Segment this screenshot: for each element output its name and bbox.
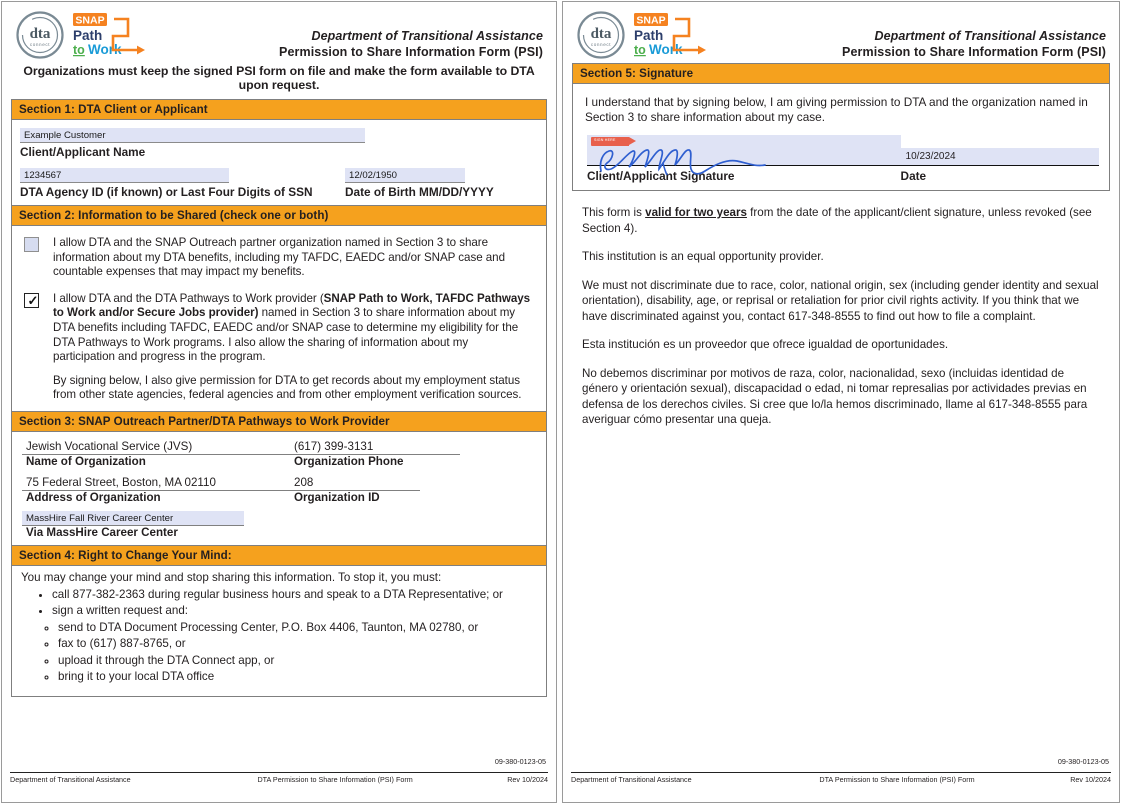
checkbox-snap-outreach[interactable]	[24, 237, 39, 252]
snap-path-to-work-logo	[633, 12, 711, 59]
svg-text:connect: connect	[29, 42, 51, 47]
notice-nondiscrimination-en: We must not discriminate due to race, color, national origin, sex (including gender identity and sexual orientation), disability, age, or reprisal or retaliation for prior civil rights activity. If you think that we have discriminated against you, contact 617-348-8555 to find out how to file a complaint.	[582, 278, 1099, 323]
page-1-footer-title: DTA Permission to Share Information (PSI) Form	[257, 775, 413, 784]
org-name-label: Name of Organization	[26, 454, 146, 468]
notice-equal-opportunity-es: Esta institución es un proveedor que ofrece igualdad de oportunidades.	[582, 338, 949, 351]
logo-group-2	[572, 10, 711, 60]
svg-text:Path: Path	[634, 27, 664, 43]
notice-equal-opportunity-en: This institution is an equal opportunity provider.	[582, 250, 824, 263]
org-address-label: Address of Organization	[26, 490, 161, 504]
sub-bullet-mail: ◦ send to DTA Document Processing Center, P.O. Box 4406, Taunton, MA 02780, or	[58, 620, 538, 637]
agency-id-input[interactable]: 1234567	[20, 168, 229, 183]
section-4-bullets	[38, 587, 538, 620]
svg-text:SNAP: SNAP	[636, 13, 666, 26]
client-name-input[interactable]: Example Customer	[20, 128, 365, 143]
dob-input[interactable]: 12/02/1950	[345, 168, 465, 183]
svg-text:SNAP: SNAP	[75, 13, 105, 26]
page-2-footer-title: DTA Permission to Share Information (PSI) Form	[819, 775, 975, 784]
consent-closing-text: By signing below, I also give permission for DTA to get records about my employment status from other state agencies, federal agencies and from other employment verification sources.	[53, 373, 522, 402]
bullet-call-dta: • call 877-382-2363 during regular business hours and speak to a DTA Representative; or	[52, 587, 538, 604]
form-title: Permission to Share Information Form (PSI)	[842, 45, 1106, 59]
org-id-input[interactable]: 208	[290, 475, 420, 491]
section-5	[572, 63, 1110, 191]
signature-label: Client/Applicant Signature	[587, 169, 735, 183]
page-2	[562, 1, 1120, 803]
date-label: Date	[900, 169, 927, 183]
svg-text:dta: dta	[590, 26, 612, 42]
consent-text-2-bold: SNAP Path to Work, TAFDC Pathways to Work and/or Secure Jobs provider)	[53, 291, 531, 320]
svg-text:Work: Work	[649, 41, 683, 57]
section-3-header: Section 3: SNAP Outreach Partner/DTA Pathways to Work Provider	[12, 412, 546, 432]
agency-name: Department of Transitional Assistance	[874, 29, 1106, 43]
org-id-label: Organization ID	[294, 490, 380, 504]
section-1-header: Section 1: DTA Client or Applicant	[12, 100, 546, 120]
career-center-label: Via MassHire Career Center	[26, 525, 178, 539]
page-1-footer-agency: Department of Transitional Assistance	[10, 775, 131, 784]
org-address-input[interactable]: 75 Federal Street, Boston, MA 02110	[22, 475, 290, 491]
notice-validity-underline: valid for two years	[645, 206, 747, 219]
page-2-footer-rev: Rev 10/2024	[1070, 775, 1111, 784]
section-3	[11, 412, 547, 546]
consent-text-2-part1: I allow DTA and the DTA Pathways to Work provider (	[53, 291, 324, 305]
consent-text-1: I allow DTA and the SNAP Outreach partner organization named in Section 3 to share information about my DTA benefits, including my TAFDC, EAEDC and/or SNAP case and countable expenses that may impact my benefits.	[53, 236, 505, 279]
section-4-intro: You may change your mind and stop sharing this information. To stop it, you must:	[21, 570, 442, 584]
org-phone-label: Organization Phone	[294, 454, 404, 468]
sub-bullet-fax: ◦ fax to (617) 887-8765, or	[58, 636, 538, 653]
organizations-notice: Organizations must keep the signed PSI form on file and make the form available to DTA upon request.	[23, 64, 535, 92]
signature-statement: I understand that by signing below, I am giving permission to DTA and the organization named in Section 3 to share information about my case.	[585, 95, 1088, 124]
career-center-input[interactable]: MassHire Fall River Career Center	[22, 511, 244, 526]
date-field-group	[901, 135, 1099, 183]
legal-notices	[572, 205, 1110, 428]
sub-bullet-in-person: ◦ bring it to your local DTA office	[58, 669, 538, 686]
notice-validity	[582, 205, 1100, 236]
check-mark-icon: ✓	[27, 292, 39, 308]
section-2	[11, 206, 547, 412]
svg-text:Work: Work	[88, 41, 122, 57]
page-1-header	[11, 10, 547, 60]
svg-text:Path: Path	[73, 27, 103, 43]
org-name-input[interactable]: Jewish Vocational Service (JVS)	[22, 439, 290, 455]
section-4-sub-bullets	[44, 620, 538, 686]
form-title: Permission to Share Information Form (PSI)	[279, 45, 543, 59]
svg-text:dta: dta	[29, 26, 51, 42]
consent-row-2[interactable]	[12, 292, 540, 365]
header-titles	[279, 10, 547, 59]
page-1-footer-rev: Rev 10/2024	[507, 775, 548, 784]
section-4	[11, 546, 547, 697]
notice-validity-after: from the date of the applicant/client signature, unless revoked (see Section 4).	[582, 206, 1092, 235]
consent-text-2	[53, 292, 540, 365]
logo-group	[11, 10, 150, 60]
section-4-header: Section 4: Right to Change Your Mind:	[12, 546, 546, 566]
org-phone-input[interactable]: (617) 399-3131	[290, 439, 460, 455]
date-input[interactable]: 10/23/2024	[901, 148, 1099, 166]
handwritten-signature	[589, 141, 839, 175]
notice-validity-before: This form is	[582, 206, 646, 219]
checkbox-pathways-to-work[interactable]	[24, 293, 39, 308]
svg-text:connect: connect	[590, 42, 612, 47]
notice-nondiscrimination-es: No debemos discriminar por motivos de raza, color, nacionalidad, sexo (incluidas identidad de género y orientación sexual), discapacidad o edad, ni tomar represalias por actividades previas en defensa de los derechos civiles. Si cree que lo/la hemos discriminado, llame al 617-348-8555 para averiguar cómo presentar una queja.	[582, 366, 1088, 426]
bullet-written-request: • sign a written request and:	[52, 603, 538, 620]
dta-connect-logo	[15, 10, 65, 60]
svg-text:to: to	[73, 42, 85, 57]
signature-row	[583, 135, 1099, 183]
snap-path-to-work-logo	[72, 12, 150, 59]
consent-text-2-part2: named in Section 3 to share information about my DTA benefits including TAFDC, EAEDC and/or SNAP case to determine my eligibility for the DTA Pathways to Work programs. I also allow the sharing of information about my participation and progress in the program.	[53, 306, 519, 364]
page-2-form-code: 09-380-0123-05	[1057, 757, 1109, 766]
header-titles-2	[842, 10, 1110, 59]
section-2-header: Section 2: Information to be Shared (check one or both)	[12, 206, 546, 226]
dta-connect-logo	[576, 10, 626, 60]
agency-name: Department of Transitional Assistance	[311, 29, 543, 43]
page-1-form-code: 09-380-0123-05	[494, 757, 546, 766]
section-5-header: Section 5: Signature	[573, 64, 1109, 84]
signature-field-group	[587, 135, 901, 183]
sub-bullet-upload: ◦ upload it through the DTA Connect app, or	[58, 653, 538, 670]
page-2-footer	[571, 772, 1111, 784]
page-2-footer-agency: Department of Transitional Assistance	[571, 775, 692, 784]
page-2-header	[572, 10, 1110, 60]
sign-here-tag-label: SIGN HERE	[594, 138, 616, 142]
client-name-label: Client/Applicant Name	[20, 145, 146, 159]
page-1	[1, 1, 557, 803]
agency-id-label: DTA Agency ID (if known) or Last Four Digits of SSN	[20, 185, 313, 199]
page-1-footer	[10, 772, 548, 784]
dob-label: Date of Birth MM/DD/YYYY	[345, 185, 494, 199]
section-1	[11, 99, 547, 206]
signature-input[interactable]	[587, 135, 901, 166]
consent-row-1[interactable]	[12, 236, 540, 280]
svg-text:to: to	[634, 42, 646, 57]
